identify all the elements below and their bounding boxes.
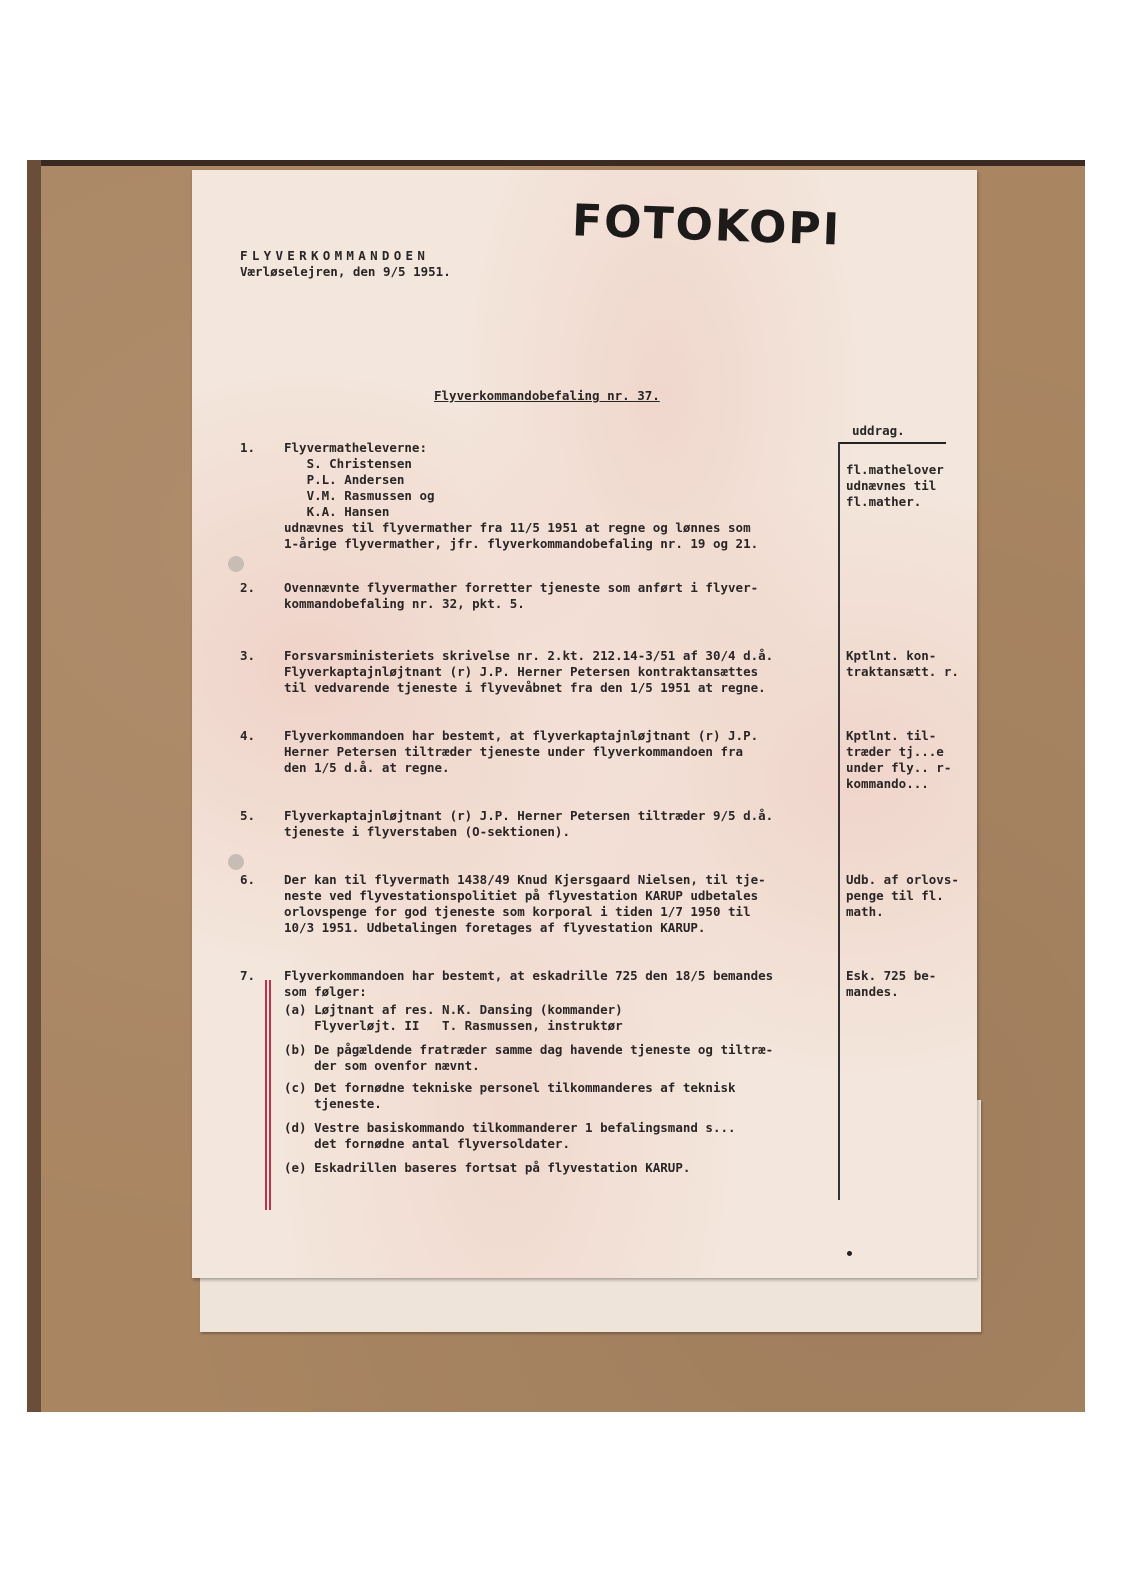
margin-note [846,728,951,792]
item-text [284,580,758,612]
organization-header: FLYVERKOMMANDOEN [240,248,430,263]
sub-item-line: det fornødne antal flyversoldater. [284,1136,570,1151]
fotokopi-stamp: FOTOKOPI [571,195,842,256]
margin-note-line: Kptlnt. til- [846,728,937,743]
item-line: S. Christensen [284,456,412,471]
margin-heading-rule [838,442,946,444]
sub-item-line: tjeneste. [284,1096,382,1111]
sub-item-line: (e) Eskadrillen baseres fortsat på flyvestation KARUP. [284,1160,691,1175]
sub-item-line: (d) Vestre basiskommando tilkommanderer 1 befalingsmand s... [284,1120,736,1135]
item-line: den 1/5 d.å. at regne. [284,760,450,775]
sub-item-line: (c) Det fornødne tekniske personel tilkommanderes af teknisk [284,1080,736,1095]
sub-item [284,1160,690,1176]
red-margin-mark [265,980,267,1210]
margin-note-line: math. [846,904,884,919]
margin-heading: uddrag. [852,423,905,438]
item-line: K.A. Hansen [284,504,390,519]
item-text [284,440,758,552]
item-line: Flyvermatheleverne: [284,440,427,455]
margin-note-line: træder tj...e [846,744,944,759]
sub-item-line: Flyverløjt. II T. Rasmussen, instruktør [284,1018,623,1033]
margin-note-line: fl.mathelover [846,462,944,477]
sub-item-line: der som ovenfor nævnt. [284,1058,480,1073]
item-number: 2. [240,580,256,595]
margin-note [846,462,944,510]
margin-note-line: udnævnes til [846,478,937,493]
item-number: 5. [240,808,256,823]
item-text [284,648,773,696]
margin-note-line: fl.mather. [846,494,922,509]
item-number: 1. [240,440,256,455]
item-line: neste ved flyvestationspolitiet på flyvestation KARUP udbetales [284,888,759,903]
margin-note [846,648,959,680]
margin-note-line: Kptlnt. kon- [846,648,937,663]
item-text [284,808,773,840]
item-text [284,872,766,936]
item-line: orlovspenge for god tjeneste som korporal i tiden 1/7 1950 til [284,904,751,919]
item-line: tjeneste i flyverstaben (O-sektionen). [284,824,570,839]
item-number: 3. [240,648,256,663]
item-line: udnævnes til flyvermather fra 11/5 1951 at regne og lønnes som [284,520,751,535]
ink-dot [847,1251,852,1256]
sub-item [284,1002,623,1034]
margin-note-line: mandes. [846,984,899,999]
sub-item [284,1042,773,1074]
red-margin-mark [269,980,271,1210]
margin-note-line: under fly.. r- [846,760,952,775]
margin-note-line: penge til fl. [846,888,944,903]
item-line: Herner Petersen tiltræder tjeneste under flyverkommandoen fra [284,744,744,759]
margin-note [846,968,936,1000]
sub-item-line: (a) Løjtnant af res. N.K. Dansing (kommander) [284,1002,623,1017]
item-number: 4. [240,728,256,743]
margin-column-rule [838,442,840,1200]
item-line: V.M. Rasmussen og [284,488,435,503]
item-line: Forsvarsministeriets skrivelse nr. 2.kt. 212.14-3/51 af 30/4 d.å. [284,648,774,663]
item-number: 6. [240,872,256,887]
document-title: Flyverkommandobefaling nr. 37. [434,388,660,403]
margin-note-line: Udb. af orlovs- [846,872,959,887]
item-line: Der kan til flyvermath 1438/49 Knud Kjersgaard Nielsen, til tje- [284,872,766,887]
item-line: som følger: [284,984,367,999]
sub-item [284,1080,736,1112]
scan-top-edge [27,160,1085,166]
item-line: Flyverkaptajnløjtnant (r) J.P. Herner Petersen kontraktansættes [284,664,759,679]
margin-note-line: Esk. 725 be- [846,968,937,983]
margin-note-line: traktansætt. r. [846,664,959,679]
item-line: 10/3 1951. Udbetalingen foretages af flyvestation KARUP. [284,920,706,935]
item-number: 7. [240,968,256,983]
item-line: Ovennævnte flyvermather forretter tjeneste som anført i flyver- [284,580,759,595]
margin-note-line: kommando... [846,776,929,791]
place-date: Værløselejren, den 9/5 1951. [240,264,451,279]
document-page [192,170,977,1278]
item-text [284,968,773,1000]
scan-left-edge [27,160,41,1412]
margin-note [846,872,959,920]
item-line: 1-årige flyvermather, jfr. flyverkommandobefaling nr. 19 og 21. [284,536,759,551]
punch-hole [228,854,244,870]
item-line: til vedvarende tjeneste i flyvevåbnet fra den 1/5 1951 at regne. [284,680,766,695]
item-line: kommandobefaling nr. 32, pkt. 5. [284,596,525,611]
sub-item-line: (b) De pågældende fratræder samme dag havende tjeneste og tiltræ- [284,1042,774,1057]
item-line: P.L. Andersen [284,472,405,487]
item-text [284,728,758,776]
item-line: Flyverkommandoen har bestemt, at flyverkaptajnløjtnant (r) J.P. [284,728,759,743]
sub-item [284,1120,736,1152]
punch-hole [228,556,244,572]
item-line: Flyverkaptajnløjtnant (r) J.P. Herner Petersen tiltræder 9/5 d.å. [284,808,774,823]
item-line: Flyverkommandoen har bestemt, at eskadrille 725 den 18/5 bemandes [284,968,774,983]
